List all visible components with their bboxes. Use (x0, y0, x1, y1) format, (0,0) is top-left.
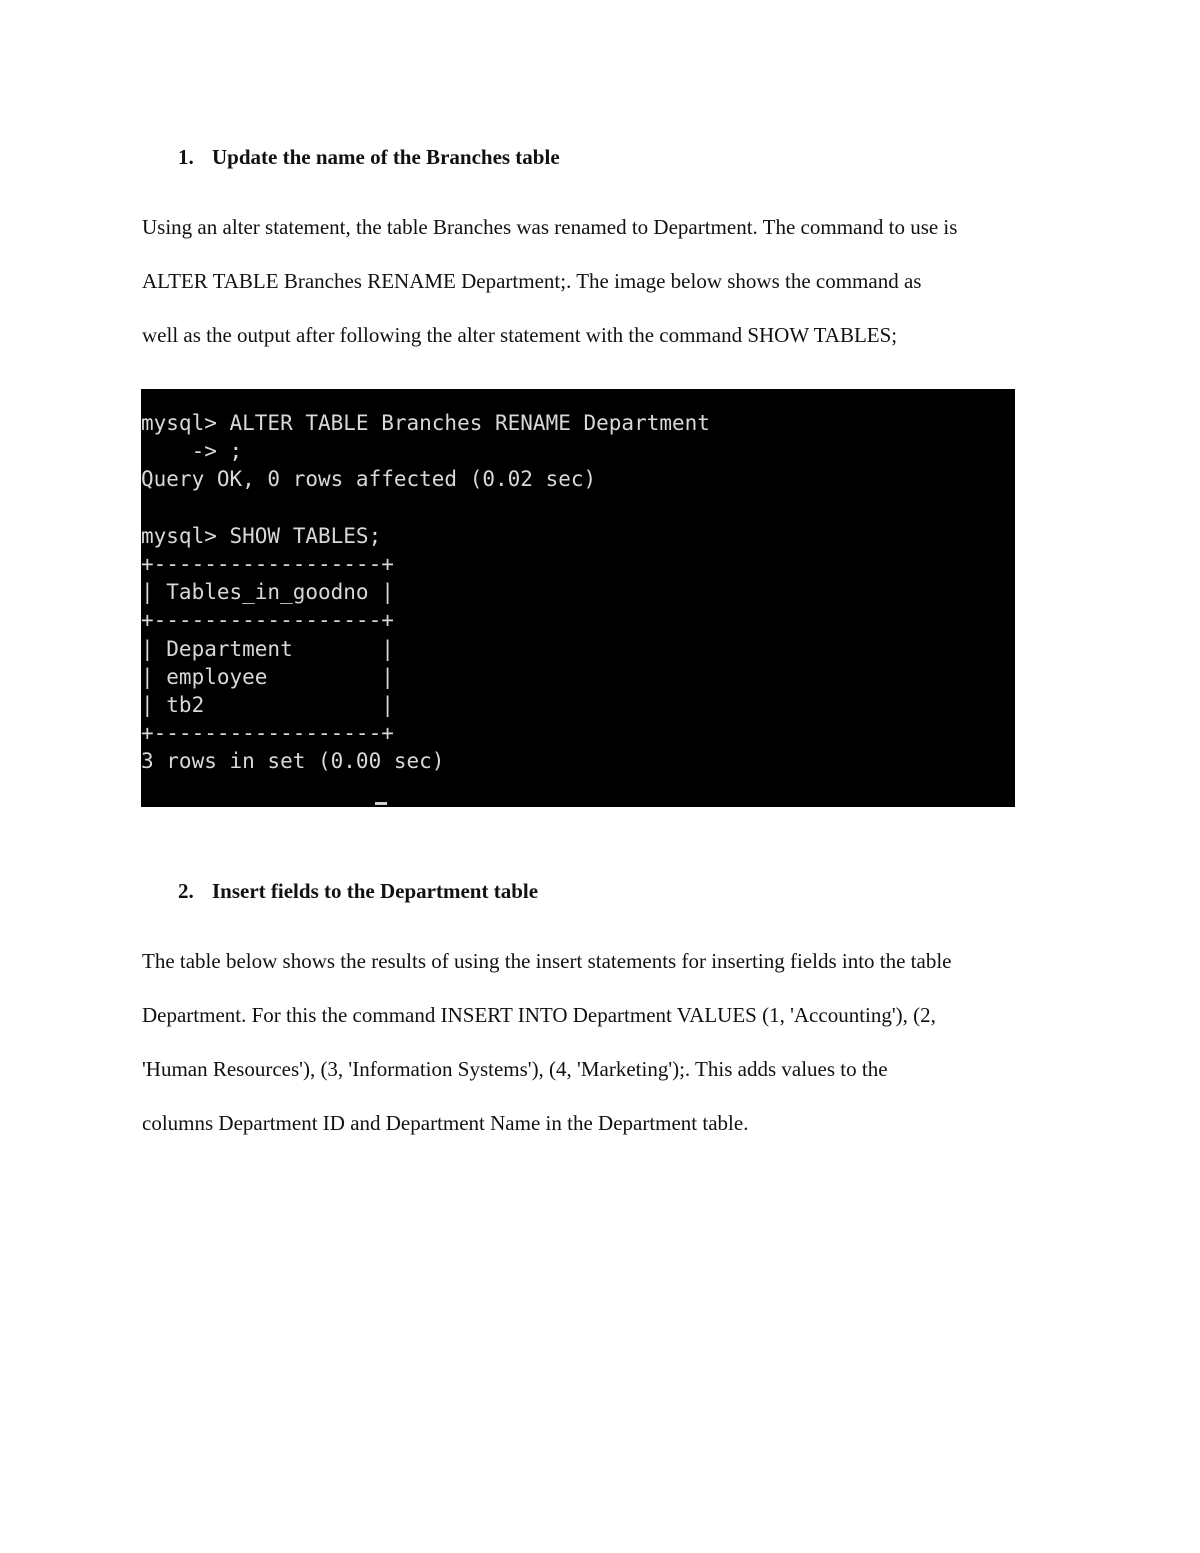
section-1-number: 1. (178, 145, 194, 169)
section-2-number: 2. (178, 879, 194, 903)
terminal-line: | Tables_in_goodno | (141, 580, 394, 605)
terminal-line (141, 494, 1015, 522)
paragraph-line: The table below shows the results of using the insert statements for inserting fields into the table (142, 949, 952, 973)
terminal-line: +------------------+ (141, 608, 394, 633)
section-1-title: Update the name of the Branches table (212, 145, 560, 169)
mysql-terminal-screenshot (141, 389, 1015, 807)
section-2-title: Insert fields to the Department table (212, 879, 539, 903)
section-2-paragraph (142, 934, 1082, 1150)
terminal-cursor (375, 802, 387, 805)
terminal-line: | employee | (141, 664, 394, 689)
section-1-paragraph (142, 200, 1082, 362)
section-2-heading (178, 881, 538, 902)
terminal-line: +------------------+ (141, 551, 394, 576)
terminal-line: | Department | (141, 636, 394, 661)
terminal-line: 3 rows in set (0.00 sec) (141, 749, 445, 774)
paragraph-line: 'Human Resources'), (3, 'Information Systems'), (4, 'Marketing');. This adds values to the (142, 1057, 888, 1081)
paragraph-line: columns Department ID and Department Name in the Department table. (142, 1111, 749, 1135)
terminal-line: -> ; (141, 439, 243, 464)
paragraph-line: Department. For this the command INSERT INTO Department VALUES (1, 'Accounting'), (2, (142, 1003, 936, 1027)
paragraph-line: Using an alter statement, the table Branches was renamed to Department. The command to use is (142, 215, 958, 239)
terminal-output (141, 389, 1015, 775)
paragraph-line: ALTER TABLE Branches RENAME Department;. The image below shows the command as (142, 269, 922, 293)
terminal-line: mysql> ALTER TABLE Branches RENAME Department (141, 411, 710, 435)
section-1-heading (178, 147, 560, 168)
terminal-line: Query OK, 0 rows affected (0.02 sec) (141, 467, 597, 492)
paragraph-line: well as the output after following the alter statement with the command SHOW TABLES; (142, 323, 898, 347)
terminal-line: +------------------+ (141, 721, 394, 746)
terminal-line: mysql> SHOW TABLES; (141, 523, 382, 548)
terminal-line: | tb2 | (141, 692, 394, 717)
